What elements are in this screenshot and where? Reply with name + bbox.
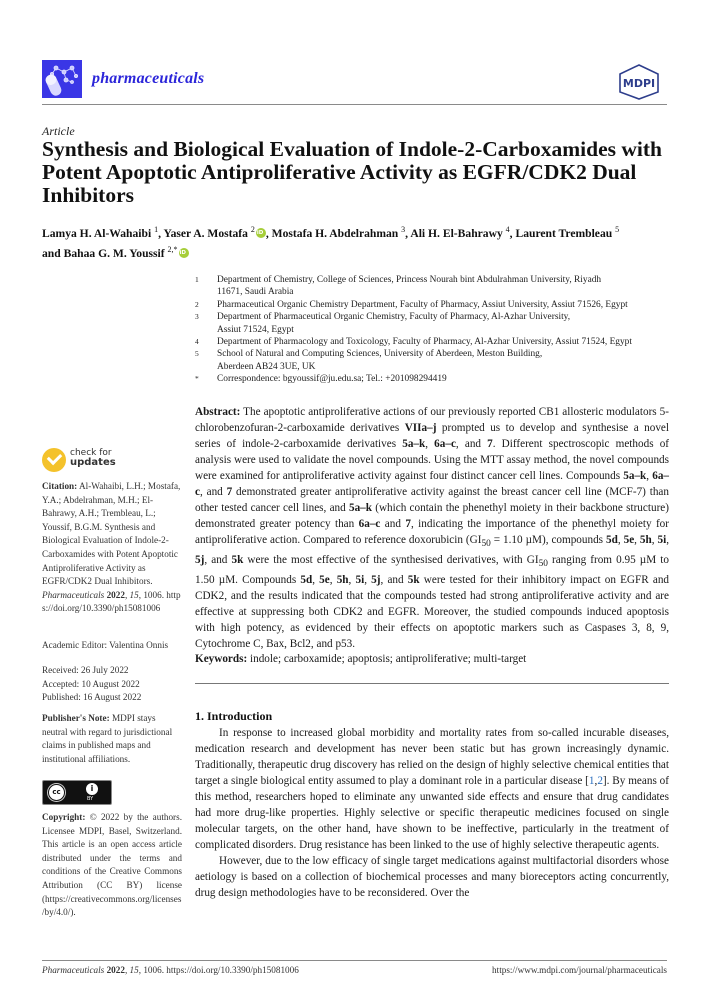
header-divider (42, 104, 667, 105)
keywords (195, 651, 669, 667)
orcid-icon[interactable] (179, 248, 189, 258)
citation-ref-link[interactable]: 2 (597, 775, 603, 787)
citation-label: Citation: (42, 481, 78, 491)
mdpi-logo-text: MDPI (622, 77, 656, 90)
citation-ref-link[interactable]: 1 (588, 775, 595, 787)
correspondence: * Correspondence: bgyoussif@ju.edu.sa; Tel.: +201098294419 (195, 374, 447, 385)
section-divider (195, 683, 669, 684)
affiliation-item: 1 Department of Chemistry, College of Sciences, Princess Nourah bint Abdulrahman University, Riyadh 11671, Saudi Arabia (195, 275, 602, 298)
journal-name[interactable]: pharmaceuticals (92, 70, 205, 87)
keywords-label: Keywords: (195, 653, 248, 665)
author-affiliation-ref: 1 (154, 225, 159, 234)
academic-editor: Academic Editor: Valentina Onnis (42, 640, 169, 650)
author-name: Laurent Trembleau (515, 226, 613, 240)
introduction-body (195, 725, 669, 901)
author-affiliation-ref: 2,* (167, 244, 178, 254)
keywords-list: indole; carboxamide; apoptosis; antiproliferative; multi-target (250, 653, 527, 665)
received-date: Received: 26 July 2022 (42, 665, 129, 675)
affiliation-item: 4 Department of Pharmacology and Toxicology, Faculty of Pharmacy, Al-Azhar University, Assiut 71524, Egypt (195, 337, 632, 348)
footer-doi-link[interactable]: , 1006. https://doi.org/10.3390/ph15081006 (138, 965, 299, 975)
footer-divider (42, 960, 667, 961)
creative-commons-icon: cc (48, 784, 65, 801)
paragraph: However, due to the low efficacy of single target medications against multifactorial disorders whose aetiology is based on a collection of biochemical processes and many bioreceptors acting concurrently, drug design methodologies have to be reconsidered. Over the (195, 855, 669, 899)
abstract: Abstract: The apoptotic antiproliferative actions of our previously reported CB1 allosteric modulators 5-chlorobenzofuran-2-carboxamide derivatives VIIa–j prompted us to develop and synthesise a novel series of indole-2-carboxamide derivatives 5a–k, 6a–c, and 7. Different spectroscopic methods of analysis were used to validate the novel compounds. Using the MTT assay method, the novel compounds were examined for antiproliferative activity against four distinct cancer cell lines. Compounds 5a–k, 6a–c, and 7 demonstrated greater antiproliferative activity against the breast cancer cell line (MCF-7) than other tested cancer cell lines, and 5a–k (which contain the phenethyl moiety in their backbone structure) demonstrated greater potency than 6a–c and 7, indicating the importance of the phenethyl moiety for antiproliferative action. Compared to reference doxorubicin ($GI_{50} = 1.10$ µM), compounds 5d, 5e, 5h, 5i, 5j, and 5k were the most effective of the synthesised derivatives, with $GI_{50}$ ranging from 0.95 µM to 1.50 µM. Compounds 5d, 5e, 5h, 5i, 5j, and 5k were tested for their inhibitory impact on EGFR and CDK2, and the results indicated that the compounds tested had strong antiproliferative activity and are effective at suppressing both CDK2 and EGFR. Moreover, the studied compounds induced apoptosis with high potency, as evidenced by their effects on apoptotic markers such as Caspases 3, 8, 9, Cytochrome C, Bax, Bcl2, and p53. (195, 406, 670, 651)
affiliation-item: 5 School of Natural and Computing Sciences, University of Aberdeen, Meston Building, Aberdeen AB24 3UE, UK (195, 349, 543, 372)
article-type: Article (42, 124, 75, 138)
author-name: Ali H. El-Bahrawy (410, 226, 503, 240)
section-heading-introduction: 1. Introduction (195, 709, 273, 723)
journal-logo (42, 60, 82, 98)
citation-block: Citation: Al-Wahaibi, L.H.; Mostafa, Y.A.; Abdelrahman, M.H.; El-Bahrawy, A.H.; Trembleau, L.; Youssif, B.G.M. Synthesis and Biological Evaluation of Indole-2-Carboxamides with Potent Apoptotic Antiproliferative Activity as EGFR/CDK2 Dual Inhibitors. Pharmaceuticals 2022, 15, 1006. https://doi.org/10.3390/ph15081006 (42, 481, 181, 614)
author-name: Mostafa H. Abdelrahman (271, 226, 399, 240)
affiliation-item: 2 Pharmaceutical Organic Chemistry Department, Faculty of Pharmacy, Assiut University, Assiut 71526, Egypt (195, 299, 628, 310)
footer-journal-url[interactable]: https://www.mdpi.com/journal/pharmaceuticals (492, 965, 667, 975)
author-name: Bahaa G. M. Youssif (63, 246, 165, 260)
author-name: Yaser A. Mostafa (163, 226, 248, 240)
attribution-person-icon: i (85, 782, 99, 796)
article-title: Synthesis and Biological Evaluation of Indole-2-Carboxamides with Potent Apoptotic Antiproliferative Activity as EGFR/CDK2 Dual Inhibitors (42, 137, 663, 207)
checkmark-icon (42, 448, 66, 472)
citation-doi-link[interactable]: , 1006. https://doi.org/10.3390/ph15081006 (42, 589, 181, 614)
mdpi-logo[interactable] (618, 64, 660, 100)
published-date: Published: 16 August 2022 (42, 692, 142, 703)
cc-by-label: BY (87, 796, 94, 802)
author-name: Lamya H. Al-Wahaibi (42, 226, 152, 240)
cc-by-license-badge[interactable] (42, 780, 112, 805)
orcid-icon[interactable] (256, 228, 266, 238)
author-affiliation-ref: 3 (401, 225, 406, 234)
author-affiliation-ref: 4 (505, 225, 510, 234)
paragraph: In response to increased global morbidity and mortality rates from so-called incurable diseases, medication research and development has never been static but has grown increasingly dynamic. Traditionally, therapeutic drug discovery has relied on the design of highly selective chemical entities that target a single biological entity assumed to play a dominant role in a particular disease [1,2]. By means of this method, researchers hoped to eliminate any unwanted side effects and ensure that drug candidates had more drug-like properties. Highly selective or specific therapeutic medicines focused on single molecular targets, on the other hand, have shown to be ineffective, particularly in the treatment of complicated disorders. Drug resistance has been linked to the use of highly selective therapeutic agents. (195, 727, 669, 851)
author-affiliation-ref: 2 (250, 225, 255, 234)
check-for-updates-badge[interactable]: check for updates (42, 448, 182, 476)
affiliations (195, 274, 675, 386)
copyright-block: Copyright: © 2022 by the authors. Licensee MDPI, Basel, Switzerland. This article is an open access article distributed under the terms and conditions of the Creative Commons Attribution (CC BY) license (https://creativecommons.org/licenses/by/4.0/). (42, 812, 182, 918)
author-affiliation-ref: 5 (615, 225, 620, 234)
accepted-date: Accepted: 10 August 2022 (42, 678, 140, 689)
abstract-label: Abstract: (195, 406, 241, 418)
molecule-capsule-icon (42, 60, 82, 98)
publication-dates (42, 664, 182, 705)
affiliation-item: 3 Department of Pharmaceutical Organic Chemistry, Faculty of Pharmacy, Al-Azhar University, Assiut 71524, Egypt (195, 312, 571, 335)
publishers-note: Publisher's Note: MDPI stays neutral with regard to jurisdictional claims in published maps and institutional affiliations. (42, 713, 173, 764)
author-list: Lamya H. Al-Wahaibi $^1$, Yaser A. Mostafa $^2$ iD , Mostafa H. Abdelrahman $^3$, Ali H. El-Bahrawy $^4$, Laurent Trembleau $^5$ and Bahaa G. M. Youssif $^{2,*}$iD (42, 222, 672, 262)
footer-citation: Pharmaceuticals 2022, 15, 1006. https://doi.org/10.3390/ph15081006 (42, 965, 299, 975)
